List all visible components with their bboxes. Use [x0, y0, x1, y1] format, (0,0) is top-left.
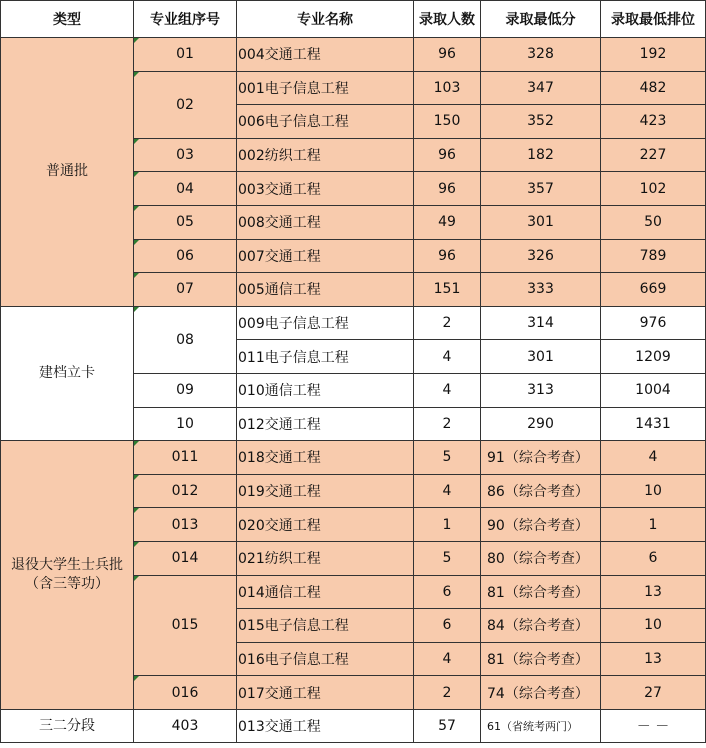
section-three-two	[1, 709, 706, 743]
count-cell: 1	[414, 508, 481, 542]
min-rank-cell: 6	[601, 541, 706, 575]
count-cell: 49	[414, 205, 481, 239]
type-cell: 建档立卡	[1, 306, 134, 440]
header-major: 专业名称	[237, 1, 414, 38]
type-cell: 普通批	[1, 38, 134, 307]
group-no-cell: 09	[134, 373, 237, 407]
major-cell: 011电子信息工程	[237, 340, 414, 374]
major-cell: 008交通工程	[237, 205, 414, 239]
count-cell: 151	[414, 273, 481, 307]
header-row	[1, 1, 706, 38]
group-no-cell: 04	[134, 172, 237, 206]
min-score-cell: 301	[481, 340, 601, 374]
count-cell: 4	[414, 340, 481, 374]
group-no-cell: 10	[134, 407, 237, 441]
group-no-cell: 016	[134, 676, 237, 710]
table-row	[1, 38, 706, 72]
min-rank-cell: 27	[601, 676, 706, 710]
section-filing	[1, 306, 706, 440]
header-min-rank: 录取最低排位	[601, 1, 706, 38]
min-rank-cell: 1431	[601, 407, 706, 441]
group-no-cell: 08	[134, 306, 237, 373]
min-score-cell: 301	[481, 205, 601, 239]
count-cell: 4	[414, 642, 481, 676]
count-cell: 2	[414, 306, 481, 340]
header-min-score: 录取最低分	[481, 1, 601, 38]
min-score-cell: 326	[481, 239, 601, 273]
group-no-cell: 03	[134, 138, 237, 172]
major-cell: 006电子信息工程	[237, 105, 414, 139]
major-cell: 010通信工程	[237, 373, 414, 407]
min-rank-cell: 976	[601, 306, 706, 340]
min-rank-cell: 227	[601, 138, 706, 172]
type-sublabel: （含三等功）	[25, 576, 109, 592]
count-cell: 96	[414, 38, 481, 72]
min-score-cell: 61（省统考两门）	[481, 709, 601, 743]
min-score-cell: 314	[481, 306, 601, 340]
count-cell: 96	[414, 172, 481, 206]
table-row	[1, 441, 706, 475]
group-no-cell: 015	[134, 575, 237, 676]
group-no-cell: 012	[134, 474, 237, 508]
min-score-cell: 86（综合考查）	[481, 474, 601, 508]
count-cell: 6	[414, 575, 481, 609]
min-rank-cell: 4	[601, 441, 706, 475]
group-no-cell: 05	[134, 205, 237, 239]
major-cell: 012交通工程	[237, 407, 414, 441]
min-score-cell: 357	[481, 172, 601, 206]
table-row	[1, 306, 706, 340]
type-cell: 三二分段	[1, 709, 134, 743]
min-score-cell: 182	[481, 138, 601, 172]
type-cell	[1, 441, 134, 710]
count-cell: 2	[414, 407, 481, 441]
min-score-cell: 81（综合考查）	[481, 575, 601, 609]
min-score-cell: 91（综合考查）	[481, 441, 601, 475]
count-cell: 5	[414, 541, 481, 575]
major-cell: 018交通工程	[237, 441, 414, 475]
major-cell: 013交通工程	[237, 709, 414, 743]
min-rank-cell: 10	[601, 609, 706, 643]
count-cell: 4	[414, 373, 481, 407]
major-cell: 001电子信息工程	[237, 71, 414, 105]
major-cell: 021纺织工程	[237, 541, 414, 575]
group-no-cell: 01	[134, 38, 237, 72]
group-no-cell: 07	[134, 273, 237, 307]
count-cell: 103	[414, 71, 481, 105]
min-score-cell: 74（综合考查）	[481, 676, 601, 710]
major-cell: 019交通工程	[237, 474, 414, 508]
section-veterans	[1, 441, 706, 710]
group-no-cell: 02	[134, 71, 237, 138]
min-rank-cell: 1209	[601, 340, 706, 374]
header-type: 类型	[1, 1, 134, 38]
major-cell: 016电子信息工程	[237, 642, 414, 676]
min-rank-cell: 1	[601, 508, 706, 542]
section-regular	[1, 38, 706, 307]
group-no-cell: 014	[134, 541, 237, 575]
min-score-cell: 328	[481, 38, 601, 72]
count-cell: 5	[414, 441, 481, 475]
major-cell: 005通信工程	[237, 273, 414, 307]
table-row	[1, 709, 706, 743]
min-score-cell: 90（综合考查）	[481, 508, 601, 542]
major-cell: 004交通工程	[237, 38, 414, 72]
major-cell: 007交通工程	[237, 239, 414, 273]
min-score-cell: 352	[481, 105, 601, 139]
group-no-cell: 403	[134, 709, 237, 743]
group-no-cell: 013	[134, 508, 237, 542]
min-rank-cell: 50	[601, 205, 706, 239]
min-rank-cell: 789	[601, 239, 706, 273]
min-rank-cell: 482	[601, 71, 706, 105]
major-cell: 017交通工程	[237, 676, 414, 710]
count-cell: 150	[414, 105, 481, 139]
count-cell: 96	[414, 239, 481, 273]
count-cell: 4	[414, 474, 481, 508]
header-count: 录取人数	[414, 1, 481, 38]
min-score-cell: 84（综合考查）	[481, 609, 601, 643]
min-score-cell: 81（综合考查）	[481, 642, 601, 676]
min-rank-cell: 423	[601, 105, 706, 139]
min-score-cell: 347	[481, 71, 601, 105]
min-rank-cell: 1004	[601, 373, 706, 407]
min-rank-cell: 10	[601, 474, 706, 508]
min-score-cell: 333	[481, 273, 601, 307]
count-cell: 6	[414, 609, 481, 643]
min-score-cell: 80（综合考查）	[481, 541, 601, 575]
header-group-no: 专业组序号	[134, 1, 237, 38]
count-cell: 96	[414, 138, 481, 172]
min-rank-cell: 13	[601, 575, 706, 609]
min-score-cell: 313	[481, 373, 601, 407]
major-cell: 002纺织工程	[237, 138, 414, 172]
major-cell: 015电子信息工程	[237, 609, 414, 643]
count-cell: 57	[414, 709, 481, 743]
major-cell: 020交通工程	[237, 508, 414, 542]
min-rank-cell: － －	[601, 709, 706, 743]
min-rank-cell: 669	[601, 273, 706, 307]
major-cell: 014通信工程	[237, 575, 414, 609]
major-cell: 009电子信息工程	[237, 306, 414, 340]
major-cell: 003交通工程	[237, 172, 414, 206]
group-no-cell: 06	[134, 239, 237, 273]
group-no-cell: 011	[134, 441, 237, 475]
count-cell: 2	[414, 676, 481, 710]
type-label: 退役大学生士兵批	[11, 557, 123, 573]
min-score-cell: 290	[481, 407, 601, 441]
min-rank-cell: 102	[601, 172, 706, 206]
min-rank-cell: 13	[601, 642, 706, 676]
min-rank-cell: 192	[601, 38, 706, 72]
